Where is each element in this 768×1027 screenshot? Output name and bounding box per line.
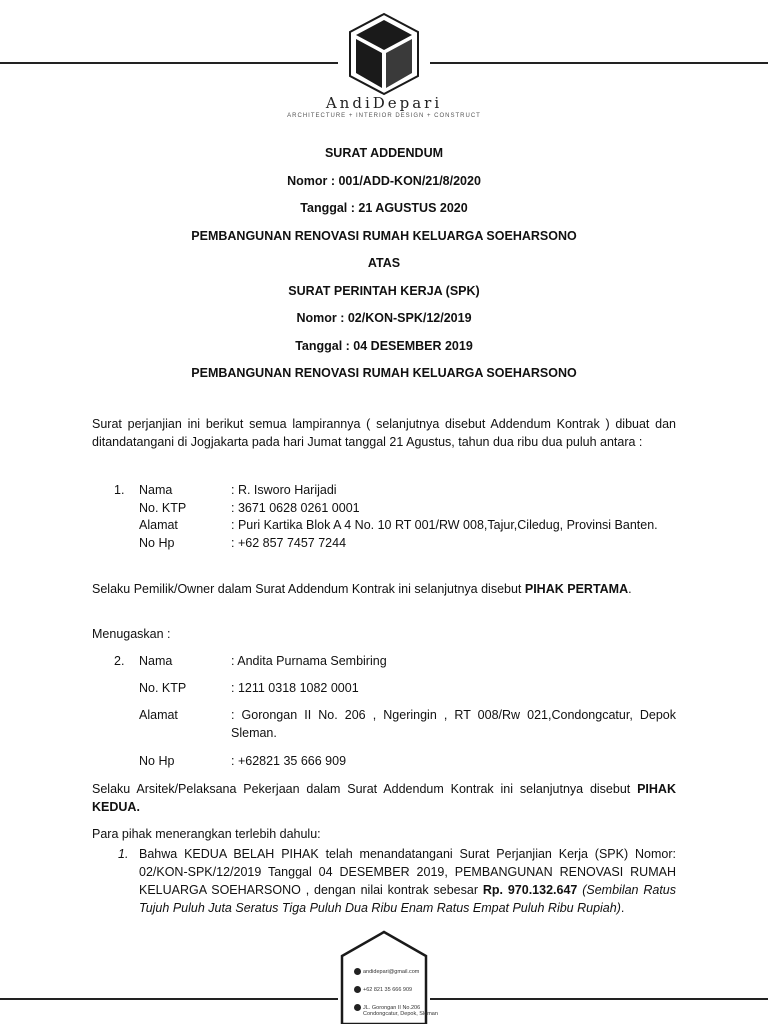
footer-phone: +62 821 35 666 909 <box>354 986 412 994</box>
brand-logo <box>338 6 430 102</box>
spk-project-name: PEMBANGUNAN RENOVASI RUMAH KELUARGA SOEHARSONO <box>191 366 577 380</box>
role-bold: PIHAK KEDUA. <box>92 782 676 814</box>
email-icon <box>354 968 361 975</box>
doc-number: Nomor : 001/ADD-KON/21/8/2020 <box>287 173 481 188</box>
party-1 <box>114 482 676 552</box>
role-text: Selaku Pemilik/Owner dalam Surat Addendum Kontrak ini selanjutnya disebut <box>92 582 525 596</box>
brand-tagline: ARCHITECTURE + INTERIOR DESIGN + CONSTRUCT <box>287 113 481 119</box>
field-label: No. KTP <box>139 500 187 515</box>
party-1-role <box>92 581 676 599</box>
amount-in-words: (Sembilan Ratus Tujuh Puluh Juta Seratus Tiga Puluh Dua Ribu Enam Ratus Empat Puluh Ribu Rupiah) <box>139 883 677 915</box>
spk-number: Nomor : 02/KON-SPK/12/2019 <box>296 311 472 325</box>
role-text: Selaku Arsitek/Pelaksana Pekerjaan dalam Surat Addendum Kontrak ini selanjutnya disebut <box>92 782 638 796</box>
location-icon <box>354 1004 361 1011</box>
spk-date: Tanggal : 04 DESEMBER 2019 <box>295 338 473 353</box>
party-2 <box>114 653 676 771</box>
field-label: Nama <box>139 654 173 668</box>
para-pihak-label: Para pihak menerangkan terlebih dahulu: <box>92 827 321 841</box>
statement-text <box>139 845 676 917</box>
field-value: : Puri Kartika Blok A 4 No. 10 RT 001/RW 008,Tajur,Ciledug, Provinsi Banten. <box>231 518 658 532</box>
party-number: 2. <box>114 654 125 668</box>
role-bold: PIHAK PERTAMA <box>524 582 629 596</box>
field-value: : Gorongan II No. 206 , Ngeringin , RT 008/Rw 021,Condongcatur, Depok Sleman. <box>231 708 676 740</box>
party-2-role <box>92 781 676 816</box>
field-label: No Hp <box>139 754 175 768</box>
field-label: No. KTP <box>139 681 187 695</box>
field-label: Nama <box>139 483 173 497</box>
project-name: PEMBANGUNAN RENOVASI RUMAH KELUARGA SOEHARSONO <box>191 228 577 243</box>
phone-icon <box>354 986 361 993</box>
role-end: . <box>628 582 632 596</box>
brand-block <box>0 94 768 119</box>
doc-title: SURAT ADDENDUM <box>324 146 444 160</box>
field-label: Alamat <box>139 518 178 532</box>
spk-title: SURAT PERINTAH KERJA (SPK) <box>288 283 480 298</box>
field-value: : Andita Purnama Sembiring <box>231 654 387 668</box>
statement-number: 1. <box>118 847 129 861</box>
menugaskan-label: Menugaskan : <box>92 627 171 641</box>
field-value: : 1211 0318 1082 0001 <box>231 681 359 695</box>
party-number: 1. <box>114 483 125 497</box>
footer-email: andidepari@gmail.com <box>354 968 419 976</box>
cube-logo-icon <box>344 10 424 98</box>
field-value: : +62821 35 666 909 <box>231 754 347 768</box>
statement-body: Bahwa KEDUA BELAH PIHAK telah menandatangani Surat Perjanjian Kerja (SPK) Nomor: 02/KON-SPK/12/2019 Tanggal 04 DESEMBER 2019, PEMBANGUNAN RENOVASI RUMAH KELUARGA SOEHARSONO , dengan nilai kontrak sebesar <box>139 847 676 897</box>
field-label: Alamat <box>139 708 178 722</box>
statement-end: . <box>620 901 625 915</box>
intro-paragraph: Surat perjanjian ini berikut semua lampirannya ( selanjutnya disebut Addendum Kontrak ) dibuat dan ditandatangani di Jogjakarta pada hari Jumat tanggal 21 Agustus, tahun dua ribu dua puluh antara : <box>92 417 676 449</box>
doc-date: Tanggal : 21 AGUSTUS 2020 <box>300 201 468 215</box>
field-value: : +62 857 7457 7244 <box>231 535 347 550</box>
footer-address: JL. Gorongan II No.206 <box>354 1004 420 1012</box>
field-value: : 3671 0628 0261 0001 <box>231 500 360 515</box>
brand-name: AndiDepari <box>325 94 443 112</box>
field-value: : R. Isworo Harijadi <box>231 483 337 497</box>
atas-label: ATAS <box>367 256 401 270</box>
document-titles <box>0 140 768 388</box>
statement-1 <box>118 845 676 917</box>
field-label: No Hp <box>139 535 175 550</box>
footer-address-line2: Condongcatur, Depok, Sleman <box>363 1011 438 1017</box>
contract-amount: Rp. 970.132.647 <box>482 883 578 897</box>
